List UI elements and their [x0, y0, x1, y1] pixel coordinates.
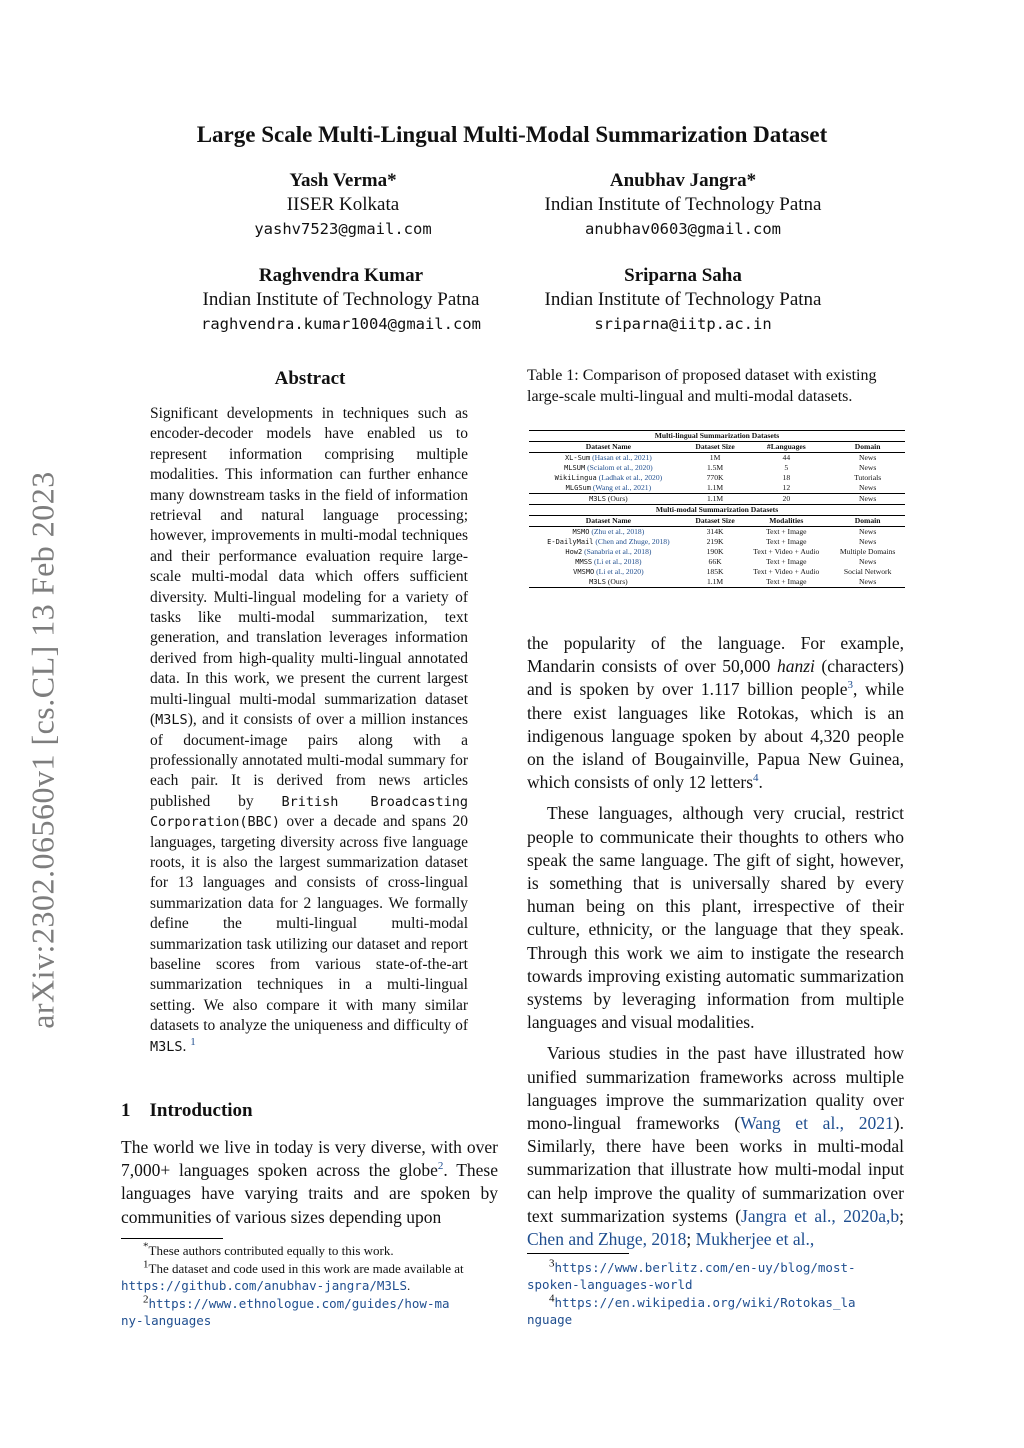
author-block-1: [163, 169, 523, 241]
table-caption: Table 1: Comparison of proposed dataset with existing large-scale multi-lingual and multi-modal datasets.: [527, 367, 877, 405]
author-affiliation: Indian Institute of Technology Patna: [544, 194, 822, 215]
footnote-ref-2[interactable]: 2: [437, 1160, 444, 1173]
paragraph: These languages, although very crucial, restrict people to communicate their thoughts to others who speak the same language. The gift of sight, however, is something that is universally shared by every human being on this plant, irrespective of their culture, ethnicity, or the language that they speak. Through this work we aim to instigate the research towards improving existing automatic summarization systems by leveraging information from multiple languages and visual modalities.: [527, 803, 904, 1033]
footnotes-left: *These authors contributed equally to this work. $^1$The dataset and code used in this work are made available at https://github.com/anubhav-jangra/M3LS. $^2$https://www.ethnologue.com/guides/how-many-languages: [121, 1240, 464, 1328]
citation-link[interactable]: Jangra et al., 2020a,b: [741, 1205, 900, 1226]
table-header-row: Dataset Name Dataset Size #Languages Domain: [529, 442, 905, 453]
wikipedia-rotokas-link[interactable]: https://en.wikipedia.org/wiki/Rotokas_language: [527, 1295, 856, 1327]
author-affiliation: Indian Institute of Technology Patna: [544, 289, 822, 310]
footnote-rule: [527, 1253, 629, 1254]
footnote-rule: [121, 1238, 223, 1239]
author-affiliation: IISER Kolkata: [286, 194, 400, 215]
table-row: M3LS (Ours) 1.1M Text + Image News: [529, 577, 905, 588]
author-block-2: [503, 169, 863, 241]
author-block-3: [161, 264, 521, 336]
table-row: MLSUM (Scialom et al., 2020) 1.5M 5 News: [564, 463, 877, 472]
citation-link[interactable]: Mukherjee et al.,: [695, 1229, 815, 1250]
table-row: MMSS (Li et al., 2018) 66K Text + Image News: [575, 557, 877, 566]
author-email[interactable]: raghvendra.kumar1004@gmail.com: [201, 315, 481, 333]
table-header-row: Dataset Name Dataset Size Modalities Domain: [529, 516, 905, 527]
berlitz-link[interactable]: https://www.berlitz.com/en-uy/blog/most-spoken-languages-world: [527, 1260, 856, 1292]
section-heading-introduction: [121, 1100, 253, 1122]
intro-right-column: [527, 632, 904, 1251]
author-affiliation: Indian Institute of Technology Patna: [202, 289, 480, 310]
author-name: Sriparna Saha: [624, 265, 742, 286]
abstract-heading: Abstract: [274, 368, 346, 389]
paragraph: the popularity of the language. For example, Mandarin consists of over 50,000 hanzi (characters) and is spoken by over 1.117 billion people$^3$, while there exist languages like Rotokas, which is an indigenous language spoken by about 4,320 people on the island of Bougainville, Papua New Guinea, which consists of only 12 letters$^4$.: [527, 633, 904, 793]
footnotes-right: $^3$https://www.berlitz.com/en-uy/blog/most-spoken-languages-world $^4$https://en.wikipedia.org/wiki/Rotokas_language: [527, 1257, 856, 1327]
arxiv-id: arXiv:2302.06560v1 [cs.CL] 13 Feb 2023: [24, 471, 61, 1029]
dataset-link[interactable]: https://github.com/anubhav-jangra/M3LS: [121, 1278, 407, 1293]
footnote-ref-1[interactable]: 1: [190, 1035, 196, 1048]
author-name: Anubhav Jangra*: [609, 170, 757, 191]
table-row: MSMO (Zhu et al., 2018) 314K Text + Image News: [529, 527, 905, 538]
footnote-ref-4[interactable]: 4: [753, 772, 759, 785]
table-row: XL-Sum (Hasan et al., 2021) 1M 44 News: [529, 453, 905, 464]
table-row: M3LS (Ours) 1.1M 20 News: [529, 494, 905, 505]
author-name: Yash Verma*: [289, 170, 397, 191]
author-email[interactable]: sriparna@iitp.ac.in: [594, 315, 772, 333]
intro-left-paragraph: The world we live in today is very diverse, with over 7,000+ languages spoken across the globe$^2$. These languages have varying traits and are spoken by communities of various sizes depending upon: [121, 1137, 498, 1227]
comparison-table: [529, 430, 905, 588]
footnote-ref-3[interactable]: 3: [847, 679, 853, 692]
citation-link[interactable]: Chen and Zhuge, 2018: [527, 1229, 687, 1250]
author-email[interactable]: anubhav0603@gmail.com: [585, 220, 781, 238]
table-row: E-DailyMail (Chen and Zhuge, 2018) 219K Text + Image News: [547, 537, 877, 546]
paragraph: Various studies in the past have illustrated how unified summarization frameworks across multiple languages improve the summarization quality over mono-lingual frameworks (Wang et al., 2021). Similarly, there have been works in multi-modal summarization that illustrate how multi-modal input can help improve the quality of summarization over text summarization systems (Jangra et al., 2020a,b; Chen and Zhuge, 2018; Mukherjee et al.,: [527, 1043, 904, 1250]
paper-title: Large Scale Multi-Lingual Multi-Modal Summarization Dataset: [196, 122, 828, 147]
arxiv-sidebar-stamp: [18, 455, 68, 1045]
author-email[interactable]: yashv7523@gmail.com: [254, 220, 432, 238]
section-number: 1: [121, 1100, 131, 1121]
table-row: VMSMO (Li et al., 2020) 185K Text + Video + Audio Social Network: [573, 567, 892, 576]
table-row: How2 (Sanabria et al., 2018) 190K Text + Video + Audio Multiple Domains: [565, 547, 896, 556]
table-section-title: Multi-lingual Summarization Datasets: [529, 431, 905, 442]
author-block-4: [503, 264, 863, 336]
abstract-text: Significant developments in techniques such as encoder-decoder models have enabled us to represent information comprising multiple modalities. This information can further enhance many downstream tasks in the field of information retrieval and natural language processing; however, improvements in multi-modal techniques and their performance evaluation require large-scale multi-modal data which offers sufficient diversity. Multi-lingual modeling for a variety of tasks like multi-modal summarization, text generation, and translation leverages information derived from high-quality multi-lingual annotated data. In this work, we present the current largest multi-lingual multi-modal summarization dataset (M3LS), and it consists of over a million instances of document-image pairs along with a professionally annotated multi-modal summary for each pair. It is derived from news articles published by British Broadcasting Corporation(BBC) over a decade and spans 20 languages, targeting diversity across five language roots, it is also the largest summarization dataset for 13 languages and consists of cross-lingual summarization data for 2 languages. We formally define the multi-lingual multi-modal summarization task utilizing our dataset and report baseline scores from various state-of-the-art summarization techniques in a multi-lingual setting. We also compare it with many similar datasets to analyze the uniqueness and difficulty of M3LS. $^1$: [150, 405, 468, 1055]
table-section-title: Multi-modal Summarization Datasets: [529, 505, 905, 516]
citation-link[interactable]: Wang et al., 2021: [740, 1113, 894, 1134]
author-name: Raghvendra Kumar: [258, 265, 424, 286]
table-row: MLGSum (Wang et al., 2021) 1.1M 12 News: [565, 483, 877, 492]
section-title: Introduction: [149, 1100, 253, 1121]
ethnologue-link[interactable]: https://www.ethnologue.com/guides/how-many-languages: [121, 1296, 450, 1328]
table-row: WikiLingua (Ladhak et al., 2020) 770K 18 Tutorials: [554, 473, 882, 482]
